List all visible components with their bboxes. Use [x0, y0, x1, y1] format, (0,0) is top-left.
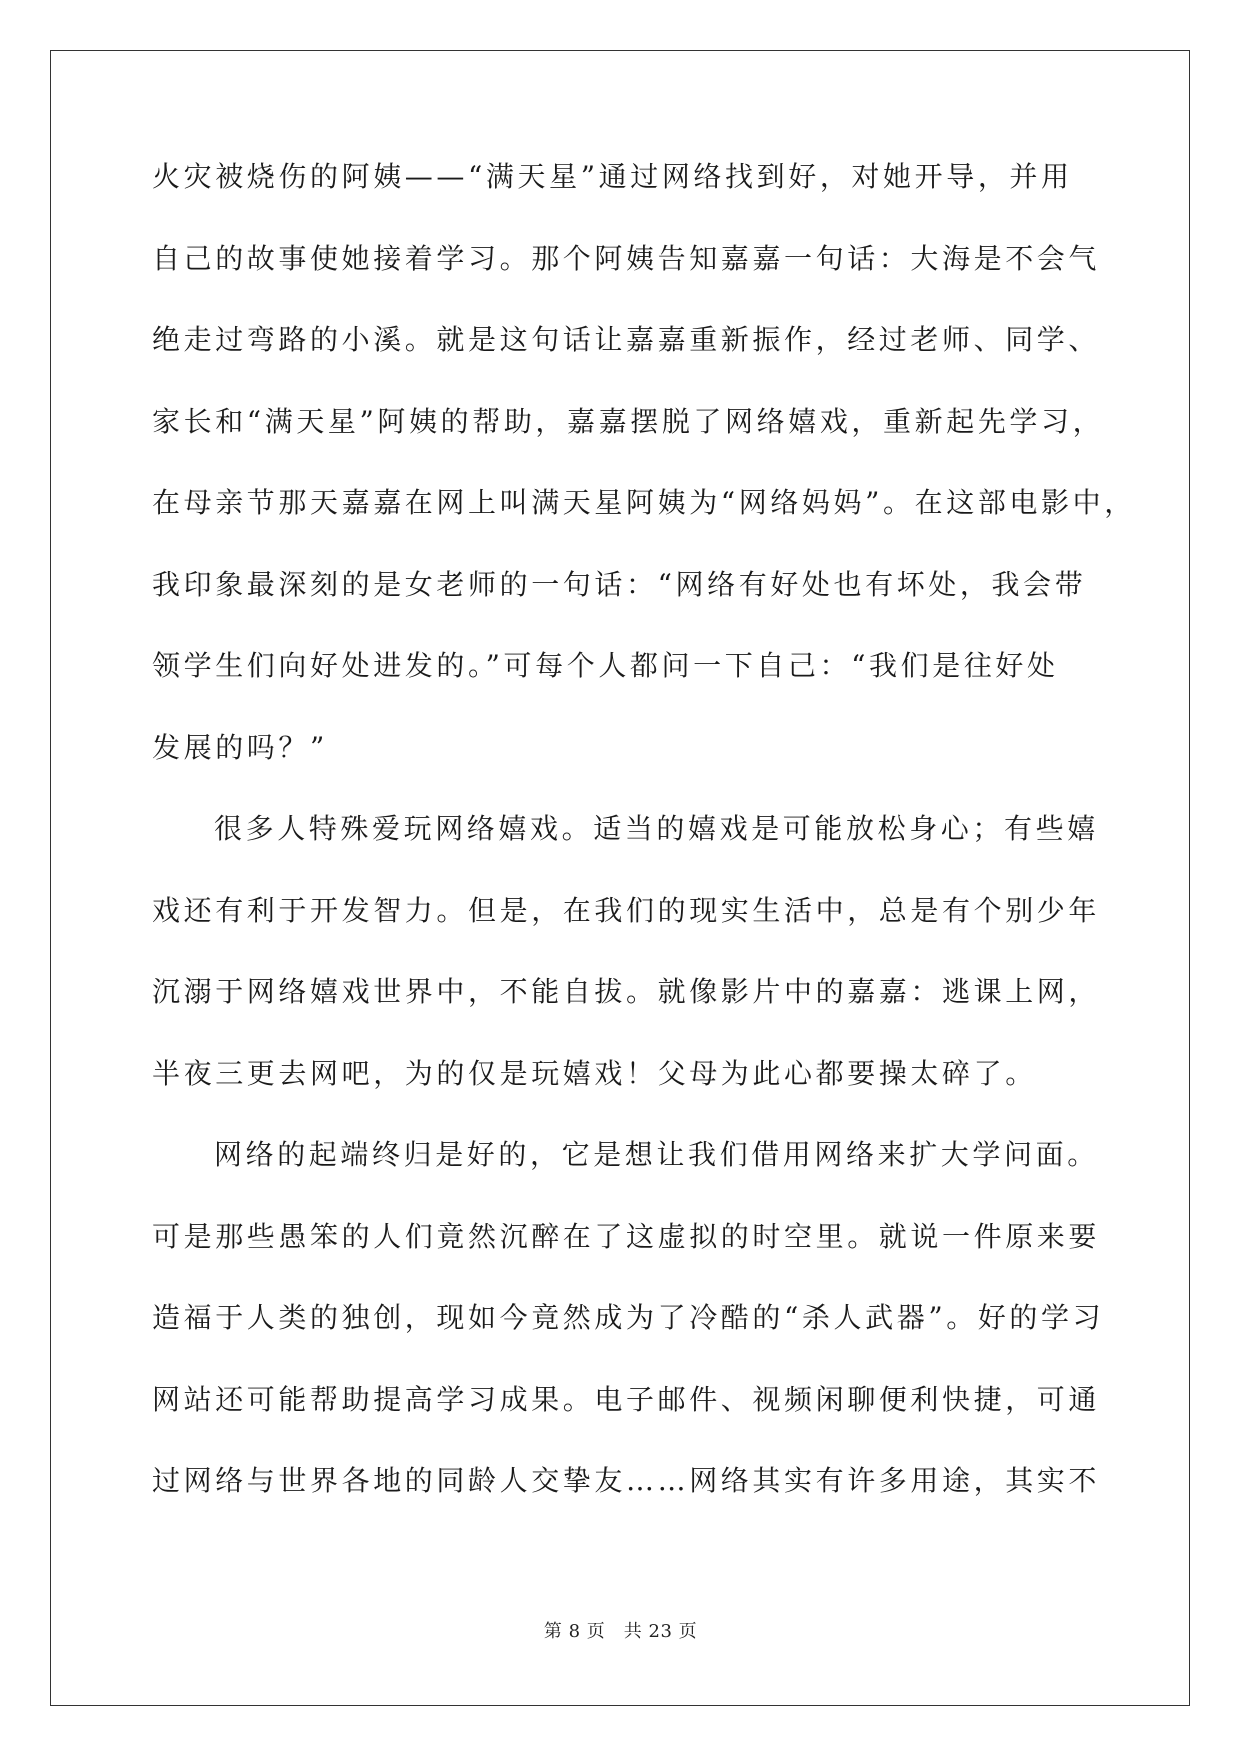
text-line-7: 领学生们向好处进发的。”可每个人都问一下自己：“我们是往好处	[152, 649, 1059, 682]
text-line-4: 家长和“满天星”阿姨的帮助，嘉嘉摆脱了网络嬉戏，重新起先学习，	[152, 404, 1105, 438]
text-line-5: 在母亲节那天嘉嘉在网上叫满天星阿姨为“网络妈妈”。在这部电影中，	[152, 486, 1136, 519]
text-line-10: 戏还有利于开发智力。但是，在我们的现实生活中，总是有个别少年	[152, 893, 1101, 927]
text-line-6: 我印象最深刻的是女老师的一句话：“网络有好处也有坏处，我会带	[152, 567, 1087, 601]
text-line-15: 造福于人类的独创，现如今竟然成为了冷酷的“杀人武器”。好的学习	[152, 1301, 1105, 1334]
text-line-14: 可是那些愚笨的人们竟然沉醉在了这虚拟的时空里。就说一件原来要	[152, 1219, 1101, 1253]
paragraph-start-line-9: 很多人特殊爱玩网络嬉戏。适当的嬉戏是可能放松身心；有些嬉	[214, 812, 1099, 845]
text-line-8: 发展的吗？”	[152, 730, 328, 764]
text-line-3: 绝走过弯路的小溪。就是这句话让嘉嘉重新振作，经过老师、同学、	[152, 323, 1101, 356]
text-line-12: 半夜三更去网吧，为的仅是玩嬉戏！父母为此心都要操太碎了。	[152, 1056, 1037, 1090]
document-body	[152, 160, 1136, 1546]
paragraph-start-line-13: 网络的起端终归是好的，它是想让我们借用网络来扩大学问面。	[214, 1138, 1099, 1171]
page-number-footer: 第 8 页 共 23 页	[543, 1621, 698, 1642]
text-line-17: 过网络与世界各地的同龄人交挚友……网络其实有许多用途，其实不	[152, 1464, 1101, 1497]
text-line-16: 网站还可能帮助提高学习成果。电子邮件、视频闲聊便利快捷，可通	[152, 1382, 1101, 1416]
text-line-1: 火灾被烧伤的阿姨——“满天星”通过网络找到好，对她开导，并用	[152, 160, 1073, 193]
text-line-2: 自己的故事使她接着学习。那个阿姨告知嘉嘉一句话：大海是不会气	[152, 241, 1101, 275]
text-line-11: 沉溺于网络嬉戏世界中，不能自拔。就像影片中的嘉嘉：逃课上网，	[152, 975, 1101, 1008]
